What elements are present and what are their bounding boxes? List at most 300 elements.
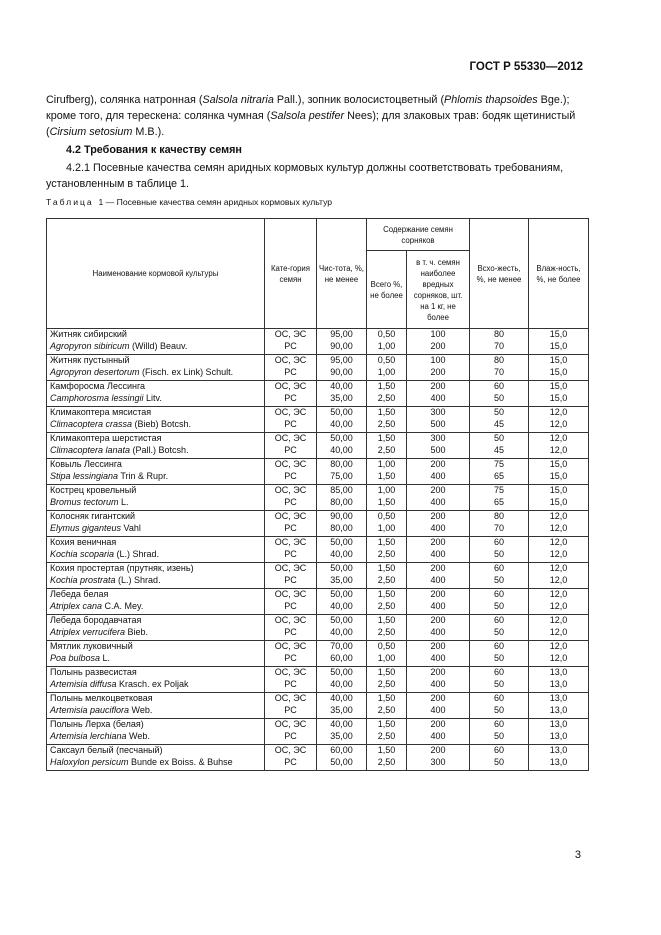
weeds-harmful-value: 100 (430, 355, 446, 365)
table-row (47, 381, 589, 407)
purity-value: 50,00 (330, 615, 353, 625)
weeds-harmful-value: 400 (430, 548, 446, 559)
category-value: ОС, ЭС (274, 667, 307, 677)
weeds-total-cell (367, 693, 407, 719)
weeds-harmful-value: 300 (430, 407, 446, 417)
moisture-value: 15,0 (549, 355, 568, 365)
moisture-cell (529, 433, 589, 459)
crop-latin-name: Agropyron sibiricum (50, 340, 130, 351)
moisture-cell (529, 563, 589, 589)
purity-cell (317, 355, 367, 381)
crop-author: Litv. (143, 392, 162, 403)
crop-name-cell (47, 615, 265, 641)
table-row (47, 589, 589, 615)
category-cell (265, 719, 317, 745)
table-row (47, 719, 589, 745)
crop-author: Trin & Rupr. (118, 470, 169, 481)
category-value: ОС, ЭС (274, 329, 307, 339)
purity-value: 50,00 (330, 537, 353, 547)
category-cell (265, 433, 317, 459)
germination-value: 80 (493, 511, 504, 521)
germination-cell (470, 381, 529, 407)
category-value: РС (284, 522, 297, 533)
weeds-harmful-cell (407, 355, 470, 381)
weeds-total-value: 2,50 (377, 678, 396, 689)
weeds-harmful-cell (407, 381, 470, 407)
moisture-value: 12,0 (549, 574, 568, 585)
weeds-total-value: 0,50 (377, 329, 396, 339)
category-cell (265, 589, 317, 615)
weeds-total-value: 1,00 (377, 485, 396, 495)
purity-value: 80,00 (330, 522, 353, 533)
header-purity: Чис-тота, %, не менее (317, 219, 367, 329)
category-value: РС (284, 600, 297, 611)
weeds-total-value: 1,50 (377, 693, 396, 703)
germination-value: 60 (493, 693, 504, 703)
weeds-harmful-value: 200 (430, 381, 446, 391)
weeds-total-value: 2,50 (377, 600, 396, 611)
germination-value: 80 (493, 329, 504, 339)
germination-value: 50 (493, 392, 504, 403)
category-value: ОС, ЭС (274, 745, 307, 755)
weeds-total-value: 1,00 (377, 652, 396, 663)
weeds-harmful-value: 200 (430, 693, 446, 703)
category-value: ОС, ЭС (274, 433, 307, 443)
weeds-total-value: 1,50 (377, 433, 396, 443)
category-value: ОС, ЭС (274, 563, 307, 573)
weeds-harmful-value: 200 (430, 563, 446, 573)
crop-latin-name: Bromus tectorum (50, 496, 119, 507)
weeds-total-cell (367, 563, 407, 589)
crop-russian-name: Климакоптера шерстистая (50, 433, 162, 443)
weeds-total-value: 1,50 (377, 667, 396, 677)
germination-value: 60 (493, 563, 504, 573)
crop-russian-name: Саксаул белый (песчаный) (50, 745, 163, 755)
category-value: ОС, ЭС (274, 407, 307, 417)
page-number: 3 (574, 849, 581, 861)
moisture-cell (529, 693, 589, 719)
category-cell (265, 485, 317, 511)
germination-value: 50 (493, 407, 504, 417)
moisture-cell (529, 329, 589, 355)
germination-value: 80 (493, 355, 504, 365)
weeds-harmful-value: 400 (430, 652, 446, 663)
weeds-total-cell (367, 589, 407, 615)
moisture-cell (529, 719, 589, 745)
category-value: РС (284, 496, 297, 507)
table-row (47, 745, 589, 771)
weeds-harmful-value: 400 (430, 600, 446, 611)
crop-author: (Bieb) Botcsh. (132, 418, 192, 429)
table-row (47, 459, 589, 485)
purity-value: 35,00 (330, 730, 353, 741)
table-row (47, 329, 589, 355)
weeds-harmful-value: 200 (430, 366, 446, 377)
moisture-value: 12,0 (549, 444, 568, 455)
moisture-value: 12,0 (549, 641, 568, 651)
header-moisture: Влаж-ность, %, не более (529, 219, 589, 329)
category-cell (265, 407, 317, 433)
germination-cell (470, 355, 529, 381)
germination-value: 60 (493, 719, 504, 729)
purity-cell (317, 563, 367, 589)
category-cell (265, 693, 317, 719)
table-row (47, 355, 589, 381)
category-value: РС (284, 652, 297, 663)
table-caption-text: — Посевные качества семян аридных кормовых культур (105, 197, 333, 207)
table-row (47, 407, 589, 433)
purity-cell (317, 329, 367, 355)
weeds-harmful-cell (407, 641, 470, 667)
germination-value: 50 (493, 626, 504, 637)
crop-russian-name: Житняк пустынный (50, 355, 130, 365)
weeds-total-cell (367, 407, 407, 433)
crop-russian-name: Полынь Лерха (белая) (50, 719, 144, 729)
germination-cell (470, 745, 529, 771)
weeds-total-cell (367, 615, 407, 641)
crop-name-cell (47, 667, 265, 693)
moisture-value: 15,0 (549, 392, 568, 403)
crop-author: Bieb. (125, 626, 149, 637)
germination-value: 60 (493, 745, 504, 755)
category-value: РС (284, 756, 297, 767)
purity-cell (317, 381, 367, 407)
germination-cell (470, 433, 529, 459)
crop-author: Vahl (121, 522, 141, 533)
crop-russian-name: Лебеда бородавчатая (50, 615, 142, 625)
purity-value: 35,00 (330, 704, 353, 715)
crop-name-cell (47, 433, 265, 459)
weeds-total-value: 0,50 (377, 355, 396, 365)
crop-name-cell (47, 563, 265, 589)
germination-value: 70 (493, 522, 504, 533)
category-value: РС (284, 548, 297, 559)
purity-cell (317, 407, 367, 433)
header-germination: Всхо-жесть, %, не менее (470, 219, 529, 329)
category-value: ОС, ЭС (274, 485, 307, 495)
category-cell (265, 537, 317, 563)
moisture-value: 12,0 (549, 615, 568, 625)
weeds-harmful-cell (407, 693, 470, 719)
moisture-cell (529, 511, 589, 537)
germination-cell (470, 719, 529, 745)
moisture-value: 12,0 (549, 418, 568, 429)
germination-cell (470, 537, 529, 563)
germination-value: 60 (493, 381, 504, 391)
weeds-harmful-value: 200 (430, 615, 446, 625)
purity-value: 50,00 (330, 563, 353, 573)
crop-russian-name: Кохия простертая (прутняк, изень) (50, 563, 194, 573)
weeds-harmful-value: 300 (430, 433, 446, 443)
moisture-value: 12,0 (549, 600, 568, 611)
table-row (47, 563, 589, 589)
crop-latin-name: Kochia prostrata (50, 574, 116, 585)
header-weed-content: Содержание семян сорняков (367, 219, 470, 251)
germination-value: 45 (493, 418, 504, 429)
purity-value: 40,00 (330, 719, 353, 729)
weeds-total-value: 1,00 (377, 459, 396, 469)
moisture-value: 12,0 (549, 589, 568, 599)
seed-quality-table (46, 218, 589, 771)
crop-russian-name: Кохия веничная (50, 537, 117, 547)
crop-latin-name: Camphorosma lessingii (50, 392, 144, 403)
purity-cell (317, 745, 367, 771)
moisture-value: 13,0 (549, 667, 568, 677)
weeds-harmful-value: 200 (430, 745, 446, 755)
purity-cell (317, 537, 367, 563)
moisture-value: 13,0 (549, 730, 568, 741)
weeds-total-value: 1,50 (377, 496, 396, 507)
crop-latin-name: Climacoptera crassa (50, 418, 133, 429)
table-row (47, 615, 589, 641)
category-value: РС (284, 574, 297, 585)
weeds-harmful-value: 400 (430, 496, 446, 507)
moisture-cell (529, 589, 589, 615)
weeds-harmful-value: 500 (430, 418, 446, 429)
category-value: РС (284, 340, 297, 351)
weeds-total-value: 1,50 (377, 563, 396, 573)
crop-name-cell (47, 329, 265, 355)
crop-russian-name: Колосняк гигантский (50, 511, 136, 521)
purity-cell (317, 615, 367, 641)
crop-russian-name: Ковыль Лессинга (50, 459, 122, 469)
document-header: ГОСТ Р 55330—2012 (469, 61, 583, 73)
category-value: РС (284, 418, 297, 429)
weeds-harmful-value: 400 (430, 730, 446, 741)
germination-value: 45 (493, 444, 504, 455)
purity-value: 50,00 (330, 433, 353, 443)
moisture-value: 15,0 (549, 470, 568, 481)
moisture-cell (529, 537, 589, 563)
germination-value: 60 (493, 615, 504, 625)
crop-latin-name: Artemisia pauciflora (50, 704, 130, 715)
weeds-total-value: 2,50 (377, 548, 396, 559)
crop-name-cell (47, 589, 265, 615)
purity-value: 40,00 (330, 381, 353, 391)
weeds-harmful-value: 400 (430, 574, 446, 585)
purity-cell (317, 641, 367, 667)
crop-russian-name: Житняк сибирский (50, 329, 127, 339)
moisture-value: 13,0 (549, 719, 568, 729)
purity-cell (317, 667, 367, 693)
category-cell (265, 459, 317, 485)
moisture-cell (529, 459, 589, 485)
weeds-total-value: 2,50 (377, 418, 396, 429)
purity-cell (317, 433, 367, 459)
table-row (47, 433, 589, 459)
moisture-value: 15,0 (549, 366, 568, 377)
weeds-total-value: 2,50 (377, 756, 396, 767)
germination-cell (470, 693, 529, 719)
weeds-total-value: 1,50 (377, 745, 396, 755)
germination-cell (470, 667, 529, 693)
weeds-total-value: 2,50 (377, 626, 396, 637)
weeds-total-value: 1,00 (377, 366, 396, 377)
category-value: ОС, ЭС (274, 381, 307, 391)
table-row (47, 667, 589, 693)
weeds-harmful-cell (407, 433, 470, 459)
germination-cell (470, 329, 529, 355)
germination-cell (470, 459, 529, 485)
crop-author: L. (100, 652, 111, 663)
weeds-total-value: 2,50 (377, 444, 396, 455)
weeds-total-cell (367, 511, 407, 537)
purity-value: 60,00 (330, 652, 353, 663)
germination-value: 70 (493, 366, 504, 377)
weeds-harmful-cell (407, 719, 470, 745)
category-cell (265, 381, 317, 407)
intro-paragraph: Cirufberg), солянка натронная (Salsola nitraria Pall.), зопник волосистоцветный (Phlomis thapsoides Bge.); кроме того, для терескена: солянка чумная (Salsola pestifer Nees); для злаковых трав: бодяк щетинистый (Cirsium setosium M.B.). (46, 94, 576, 138)
germination-value: 50 (493, 574, 504, 585)
moisture-value: 12,0 (549, 652, 568, 663)
category-value: ОС, ЭС (274, 589, 307, 599)
crop-author: Web. (126, 730, 150, 741)
weeds-total-cell (367, 719, 407, 745)
crop-latin-name: Elymus giganteus (50, 522, 122, 533)
germination-value: 50 (493, 548, 504, 559)
category-value: РС (284, 678, 297, 689)
table-row (47, 693, 589, 719)
germination-cell (470, 615, 529, 641)
weeds-total-value: 1,50 (377, 381, 396, 391)
crop-latin-name: Atriplex cana (50, 600, 103, 611)
weeds-total-value: 1,00 (377, 522, 396, 533)
purity-value: 80,00 (330, 459, 353, 469)
purity-value: 40,00 (330, 600, 353, 611)
moisture-value: 12,0 (549, 537, 568, 547)
germination-value: 50 (493, 756, 504, 767)
moisture-value: 12,0 (549, 407, 568, 417)
purity-value: 90,00 (330, 340, 353, 351)
crop-russian-name: Мятлик луковичный (50, 641, 133, 651)
purity-value: 50,00 (330, 667, 353, 677)
section-heading: 4.2 Требования к качеству семян (66, 144, 242, 156)
moisture-cell (529, 381, 589, 407)
purity-cell (317, 719, 367, 745)
weeds-harmful-cell (407, 329, 470, 355)
crop-author: Bunde ex Boiss. & Buhse (128, 756, 233, 767)
moisture-cell (529, 355, 589, 381)
crop-author: (L.) Shrad. (114, 548, 160, 559)
moisture-cell (529, 667, 589, 693)
table-row (47, 485, 589, 511)
crop-author: Web. (129, 704, 153, 715)
weeds-harmful-value: 400 (430, 626, 446, 637)
category-cell (265, 511, 317, 537)
moisture-value: 15,0 (549, 459, 568, 469)
moisture-cell (529, 615, 589, 641)
moisture-value: 12,0 (549, 433, 568, 443)
crop-author: (Fisch. ex Link) Schult. (139, 366, 234, 377)
moisture-value: 15,0 (549, 329, 568, 339)
germination-value: 75 (493, 459, 504, 469)
crop-author: L. (118, 496, 129, 507)
moisture-cell (529, 745, 589, 771)
moisture-value: 13,0 (549, 678, 568, 689)
weeds-total-cell (367, 641, 407, 667)
weeds-total-value: 1,50 (377, 537, 396, 547)
moisture-value: 13,0 (549, 693, 568, 703)
weeds-harmful-cell (407, 563, 470, 589)
weeds-total-value: 1,50 (377, 470, 396, 481)
crop-latin-name: Artemisia diffusa (50, 678, 117, 689)
germination-value: 50 (493, 730, 504, 741)
germination-value: 60 (493, 589, 504, 599)
purity-value: 40,00 (330, 626, 353, 637)
weeds-total-value: 2,50 (377, 392, 396, 403)
crop-russian-name: Лебеда белая (50, 589, 109, 599)
weeds-harmful-value: 400 (430, 392, 446, 403)
table-row (47, 641, 589, 667)
weeds-harmful-value: 200 (430, 340, 446, 351)
category-value: РС (284, 392, 297, 403)
crop-russian-name: Полынь мелкоцветковая (50, 693, 153, 703)
category-value: РС (284, 366, 297, 377)
germination-cell (470, 485, 529, 511)
weeds-harmful-value: 300 (430, 756, 446, 767)
moisture-value: 12,0 (549, 548, 568, 559)
crop-name-cell (47, 641, 265, 667)
weeds-harmful-cell (407, 745, 470, 771)
moisture-value: 15,0 (549, 485, 568, 495)
category-cell (265, 329, 317, 355)
category-value: ОС, ЭС (274, 355, 307, 365)
category-value: ОС, ЭС (274, 693, 307, 703)
category-cell (265, 641, 317, 667)
crop-latin-name: Stipa lessingiana (50, 470, 119, 481)
crop-name-cell (47, 511, 265, 537)
category-cell (265, 667, 317, 693)
moisture-value: 15,0 (549, 340, 568, 351)
category-value: ОС, ЭС (274, 537, 307, 547)
crop-author: (Willd) Beauv. (129, 340, 188, 351)
weeds-total-cell (367, 329, 407, 355)
purity-value: 50,00 (330, 756, 353, 767)
weeds-total-value: 2,50 (377, 704, 396, 715)
category-cell (265, 615, 317, 641)
moisture-cell (529, 641, 589, 667)
germination-value: 60 (493, 667, 504, 677)
requirements-paragraph: 4.2.1 Посевные качества семян аридных кормовых культур должны соответствовать требованиям, установленным в таблице 1. (46, 162, 564, 190)
crop-latin-name: Haloxylon persicum (50, 756, 129, 767)
table-row (47, 537, 589, 563)
table-row (47, 511, 589, 537)
germination-value: 60 (493, 641, 504, 651)
category-value: ОС, ЭС (274, 511, 307, 521)
weeds-harmful-value: 200 (430, 537, 446, 547)
weeds-harmful-value: 200 (430, 589, 446, 599)
header-crop-name: Наименование кормовой культуры (47, 219, 265, 329)
moisture-cell (529, 407, 589, 433)
category-value: РС (284, 626, 297, 637)
weeds-harmful-cell (407, 615, 470, 641)
germination-value: 60 (493, 537, 504, 547)
purity-value: 40,00 (330, 418, 353, 429)
purity-cell (317, 459, 367, 485)
crop-author: (L.) Shrad. (115, 574, 161, 585)
moisture-value: 15,0 (549, 496, 568, 507)
weeds-harmful-cell (407, 485, 470, 511)
weeds-total-value: 2,50 (377, 574, 396, 585)
purity-value: 70,00 (330, 641, 353, 651)
purity-cell (317, 511, 367, 537)
weeds-harmful-value: 400 (430, 704, 446, 715)
crop-author: Krasch. ex Poljak (116, 678, 189, 689)
weeds-total-cell (367, 485, 407, 511)
purity-value: 40,00 (330, 444, 353, 455)
weeds-harmful-cell (407, 407, 470, 433)
purity-value: 50,00 (330, 407, 353, 417)
